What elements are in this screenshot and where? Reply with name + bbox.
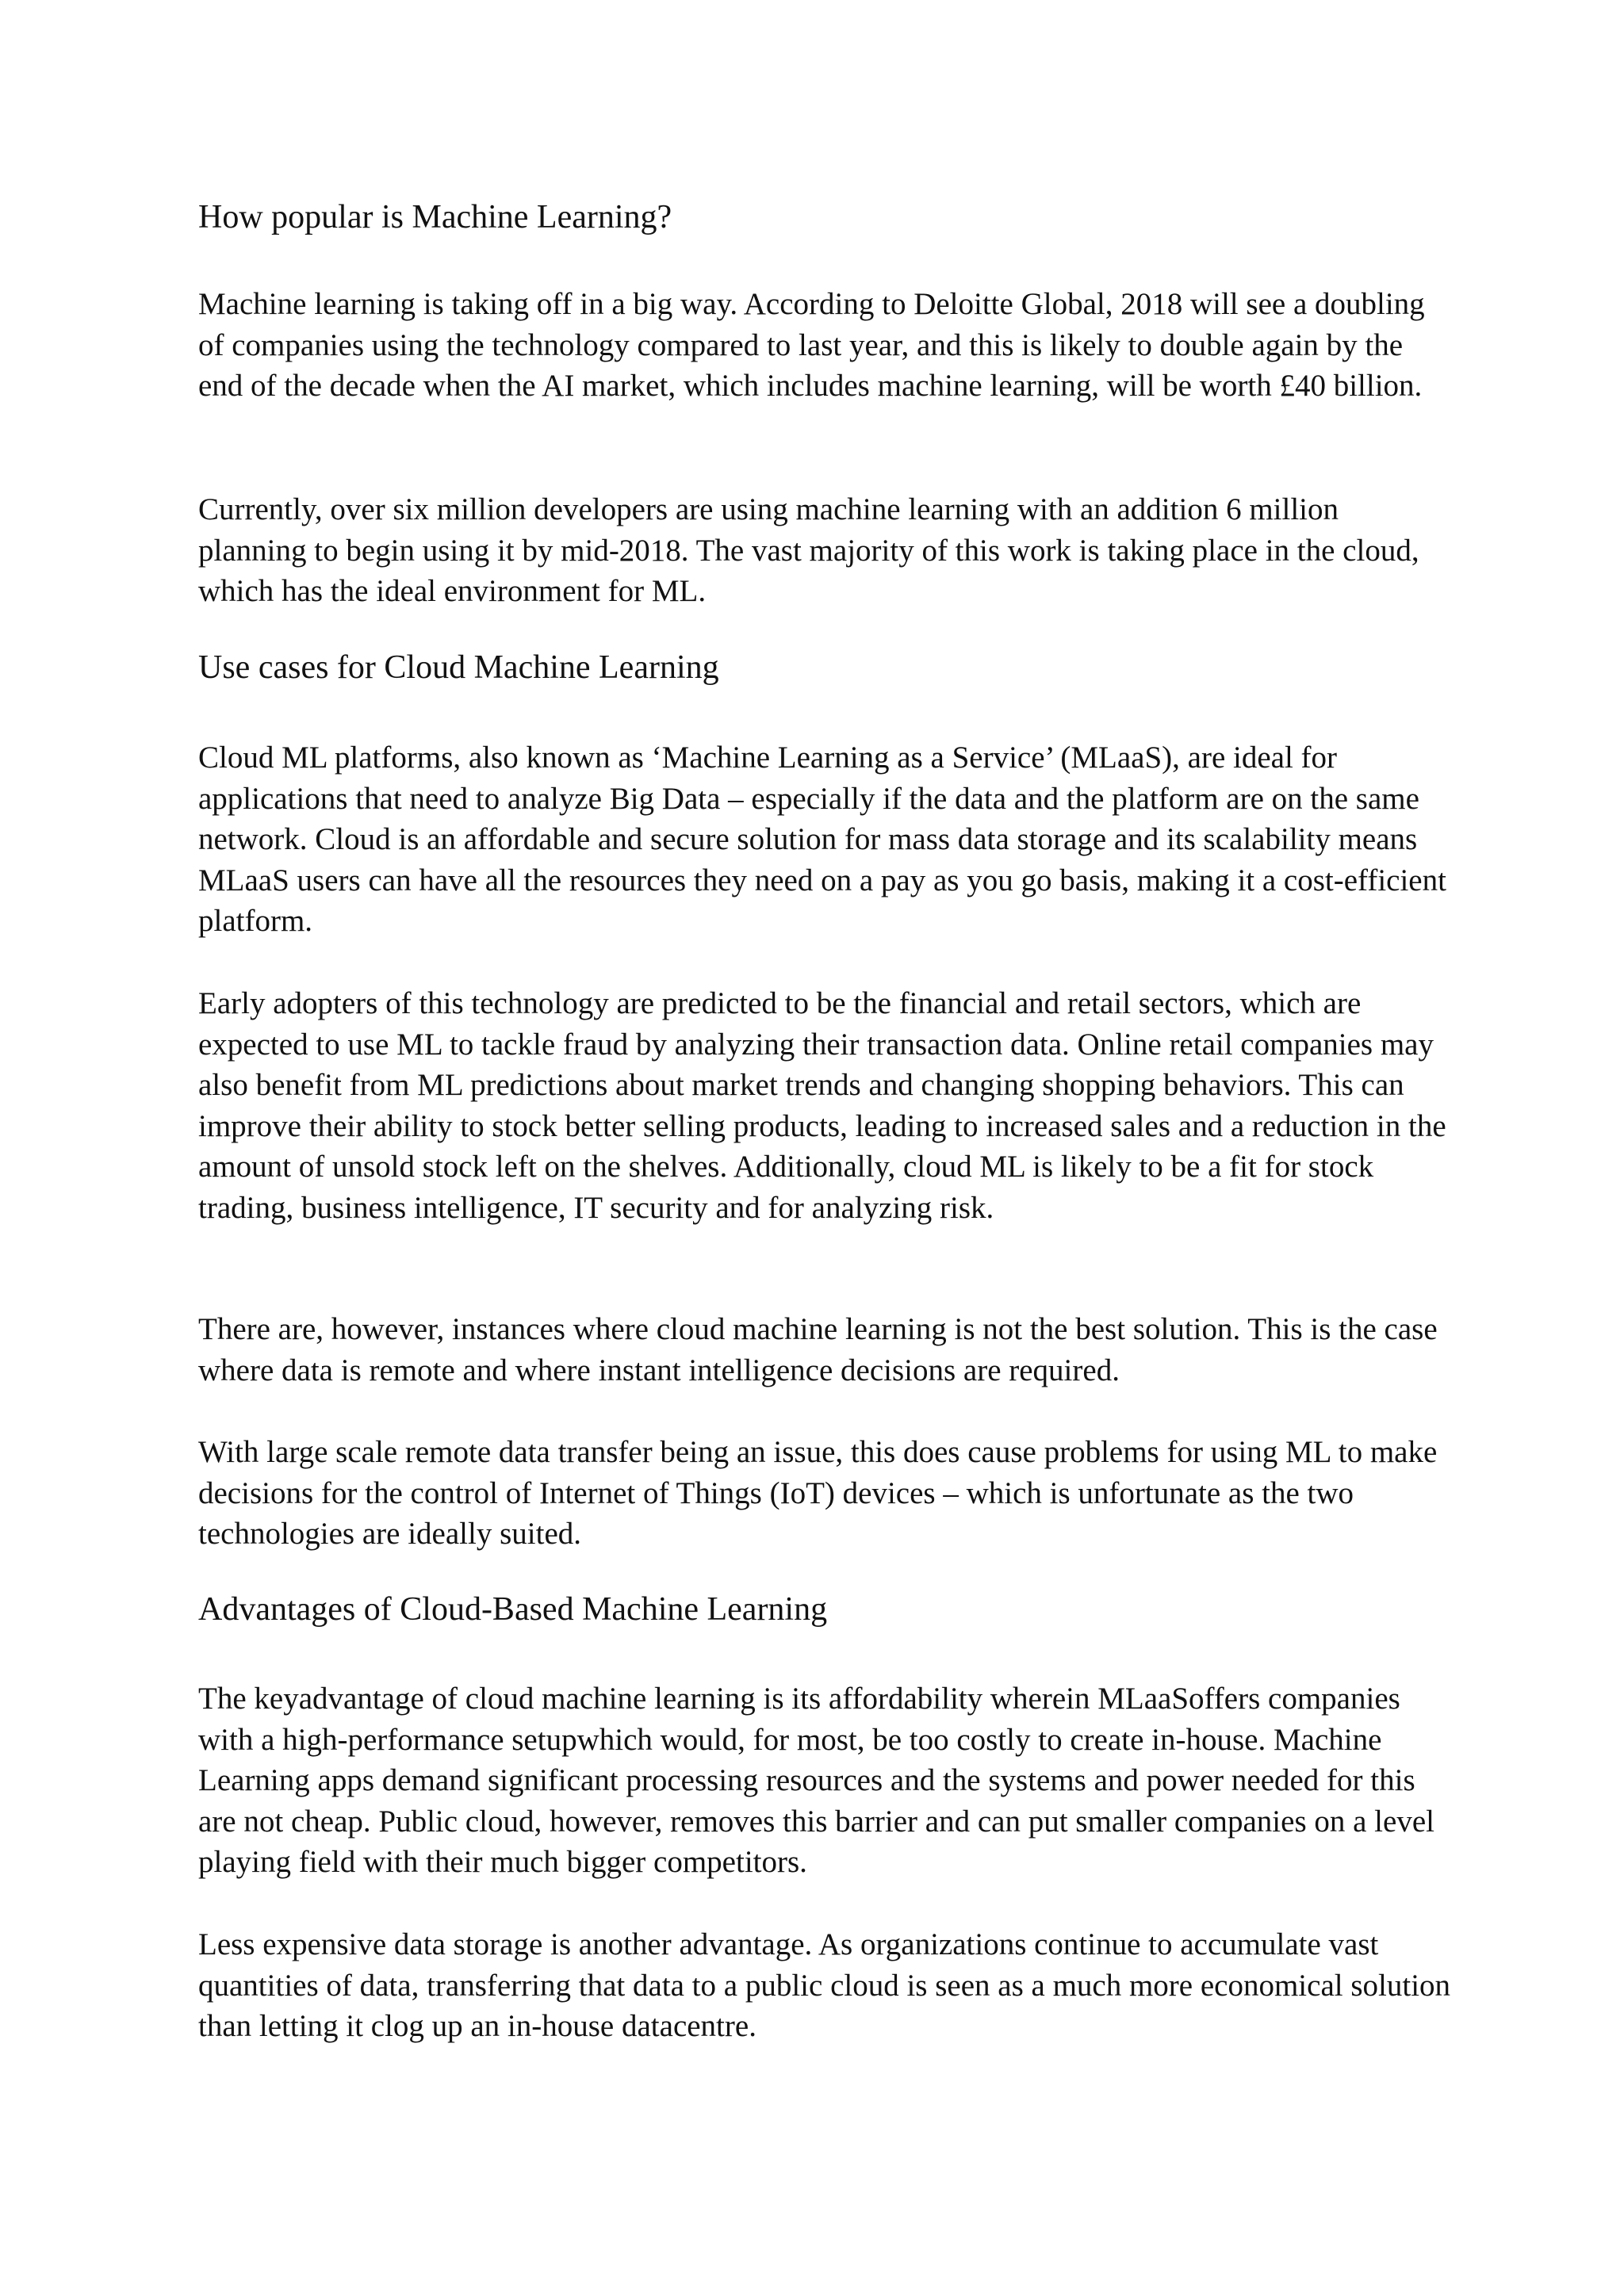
paragraph-early-adopters: Early adopters of this technology are predicted to be the financial and retail sectors, which are expected to use ML to tackle fraud by analyzing their transaction data. Online retail companies may also benefit from ML predictions about market trends and changing shopping behaviors. This can improve their ability to stock better selling products, leading to increased sales and a reduction in the amount of unsold stock left on the shelves. Additionally, cloud ML is likely to be a fit for stock trading, business intelligence, IT security and for analyzing risk. xyxy=(198,986,1446,1225)
paragraph-mlaas-definition: Cloud ML platforms, also known as ‘Machine Learning as a Service’ (MLaaS), are ideal for applications that need to analyze Big Data – especially if the data and the platform are on the same network. Cloud is an affordable and secure solution for mass data storage and its scalability means MLaaS users can have all the resources they need on a pay as you go basis, making it a cost-efficient platform. xyxy=(198,740,1446,938)
section-heading-advantages: Advantages of Cloud-Based Machine Learning xyxy=(198,1591,828,1628)
paragraph-deloitte-forecast: Machine learning is taking off in a big way. According to Deloitte Global, 2018 will see a doubling of companies using the technology compared to last year, and this is likely to double again by the end of the decade when the AI market, which includes machine learning, will be worth £40 billion. xyxy=(198,287,1425,403)
paragraph-storage: Less expensive data storage is another advantage. As organizations continue to accumulate vast quantities of data, transferring that data to a public cloud is seen as a much more economical solution than letting it clog up an in-house datacentre. xyxy=(198,1927,1451,2043)
section-heading-popularity: How popular is Machine Learning? xyxy=(198,199,672,235)
paragraph-affordability: The keyadvantage of cloud machine learning is its affordability wherein MLaaSoffers companies with a high-performance setupwhich would, for most, be too costly to create in-house. Machine Learning apps demand significant processing resources and the systems and power needed for this are not cheap. Public cloud, however, removes this barrier and can put smaller companies on a level playing field with their much bigger competitors. xyxy=(198,1682,1434,1879)
paragraph-limitations: There are, however, instances where cloud machine learning is not the best solution. This is the case where data is remote and where instant intelligence decisions are required. xyxy=(198,1312,1438,1387)
paragraph-developer-count: Currently, over six million developers are using machine learning with an addition 6 million planning to begin using it by mid-2018. The vast majority of this work is taking place in the cloud, which has the ideal environment for ML. xyxy=(198,492,1419,608)
section-heading-use-cases: Use cases for Cloud Machine Learning xyxy=(198,649,719,686)
paragraph-iot-issue: With large scale remote data transfer being an issue, this does cause problems for using ML to make decisions for the control of Internet of Things (IoT) devices – which is unfortunate as the two technologies are ideally suited. xyxy=(198,1435,1438,1551)
